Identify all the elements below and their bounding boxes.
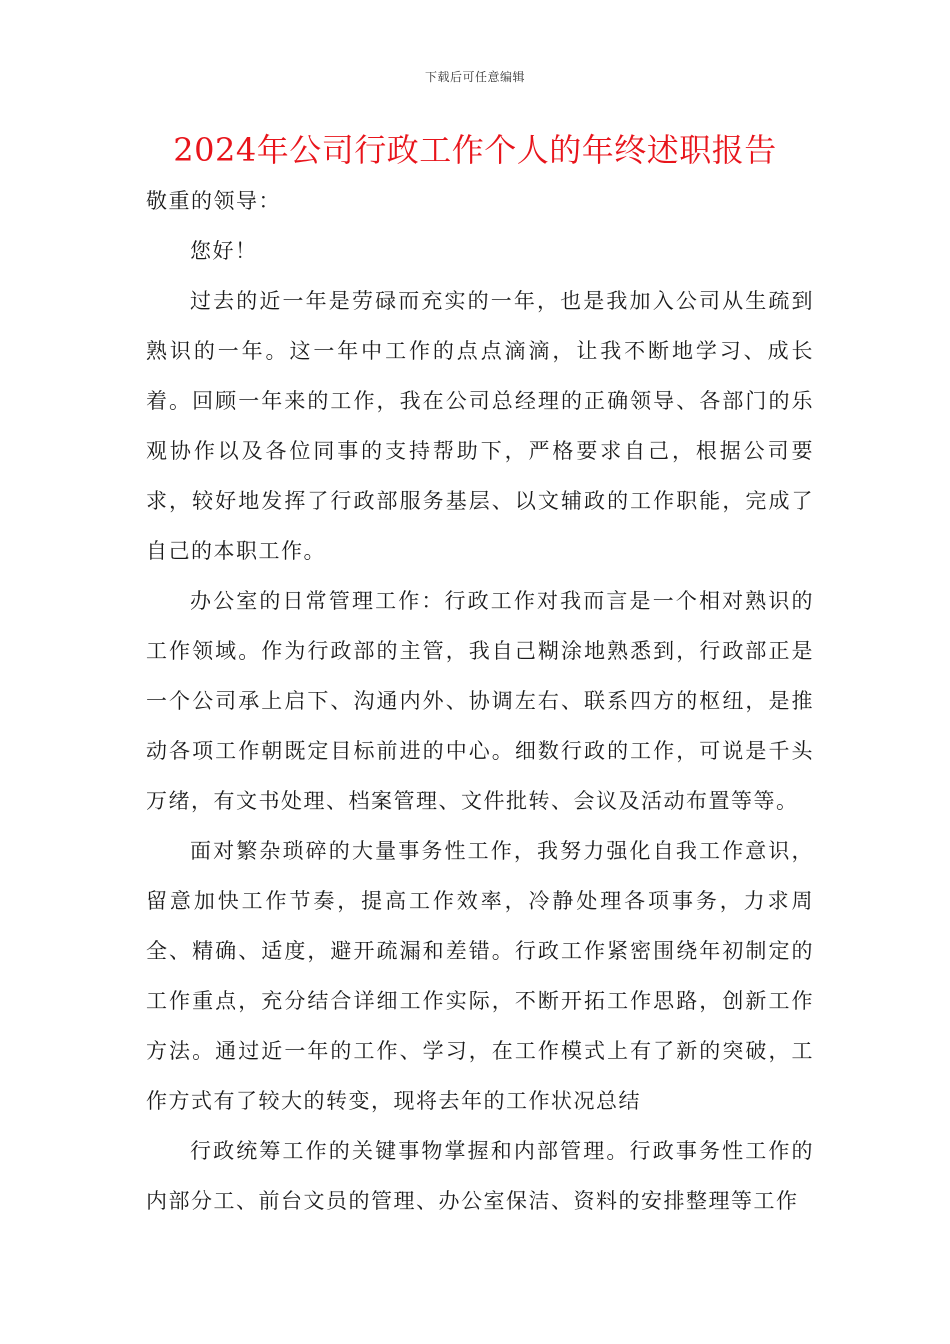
paragraph-office-management: 办公室的日常管理工作：行政工作对我而言是一个相对熟识的工作领域。作为行政部的主管，我自己糊涂地熟悉到，行政部正是一个公司承上启下、沟通内外、协调左右、联系四方的枢纽，是推动各项工作朝既定目标前进的中心。细数行政的工作，可说是千头万绪，有文书处理、档案管理、文件批转、会议及活动布置等等。 [146, 589, 814, 813]
paragraph-work-approach: 面对繁杂琐碎的大量事务性工作，我努力强化自我工作意识，留意加快工作节奏，提高工作效率，冷静处理各项事务，力求周全、精确、适度，避开疏漏和差错。行政工作紧密围绕年初制定的工作重点，充分结合详细工作实际，不断开拓工作思路，创新工作方法。通过近一年的工作、学习，在工作模式上有了新的突破，工作方式有了较大的转变，现将去年的工作状况总结 [146, 839, 814, 1113]
paragraph-greeting: 您好！ [190, 239, 258, 263]
salutation: 敬重的领导： [146, 189, 281, 213]
document-body [146, 176, 814, 1226]
paragraph-introduction: 过去的近一年是劳碌而充实的一年，也是我加入公司从生疏到熟识的一年。这一年中工作的点点滴滴，让我不断地学习、成长着。回顾一年来的工作，我在公司总经理的正确领导、各部门的乐观协作以及各位同事的支持帮助下，严格要求自己，根据公司要求，较好地发挥了行政部服务基层、以文辅政的工作职能，完成了自己的本职工作。 [146, 289, 814, 563]
header-note: 下载后可任意编辑 [424, 70, 525, 84]
document-title: 2024年公司行政工作个人的年终述职报告 [173, 131, 777, 169]
paragraph-coordination: 行政统筹工作的关键事物掌握和内部管理。行政事务性工作的内部分工、前台文员的管理、办公室保洁、资料的安排整理等工作 [146, 1139, 814, 1213]
